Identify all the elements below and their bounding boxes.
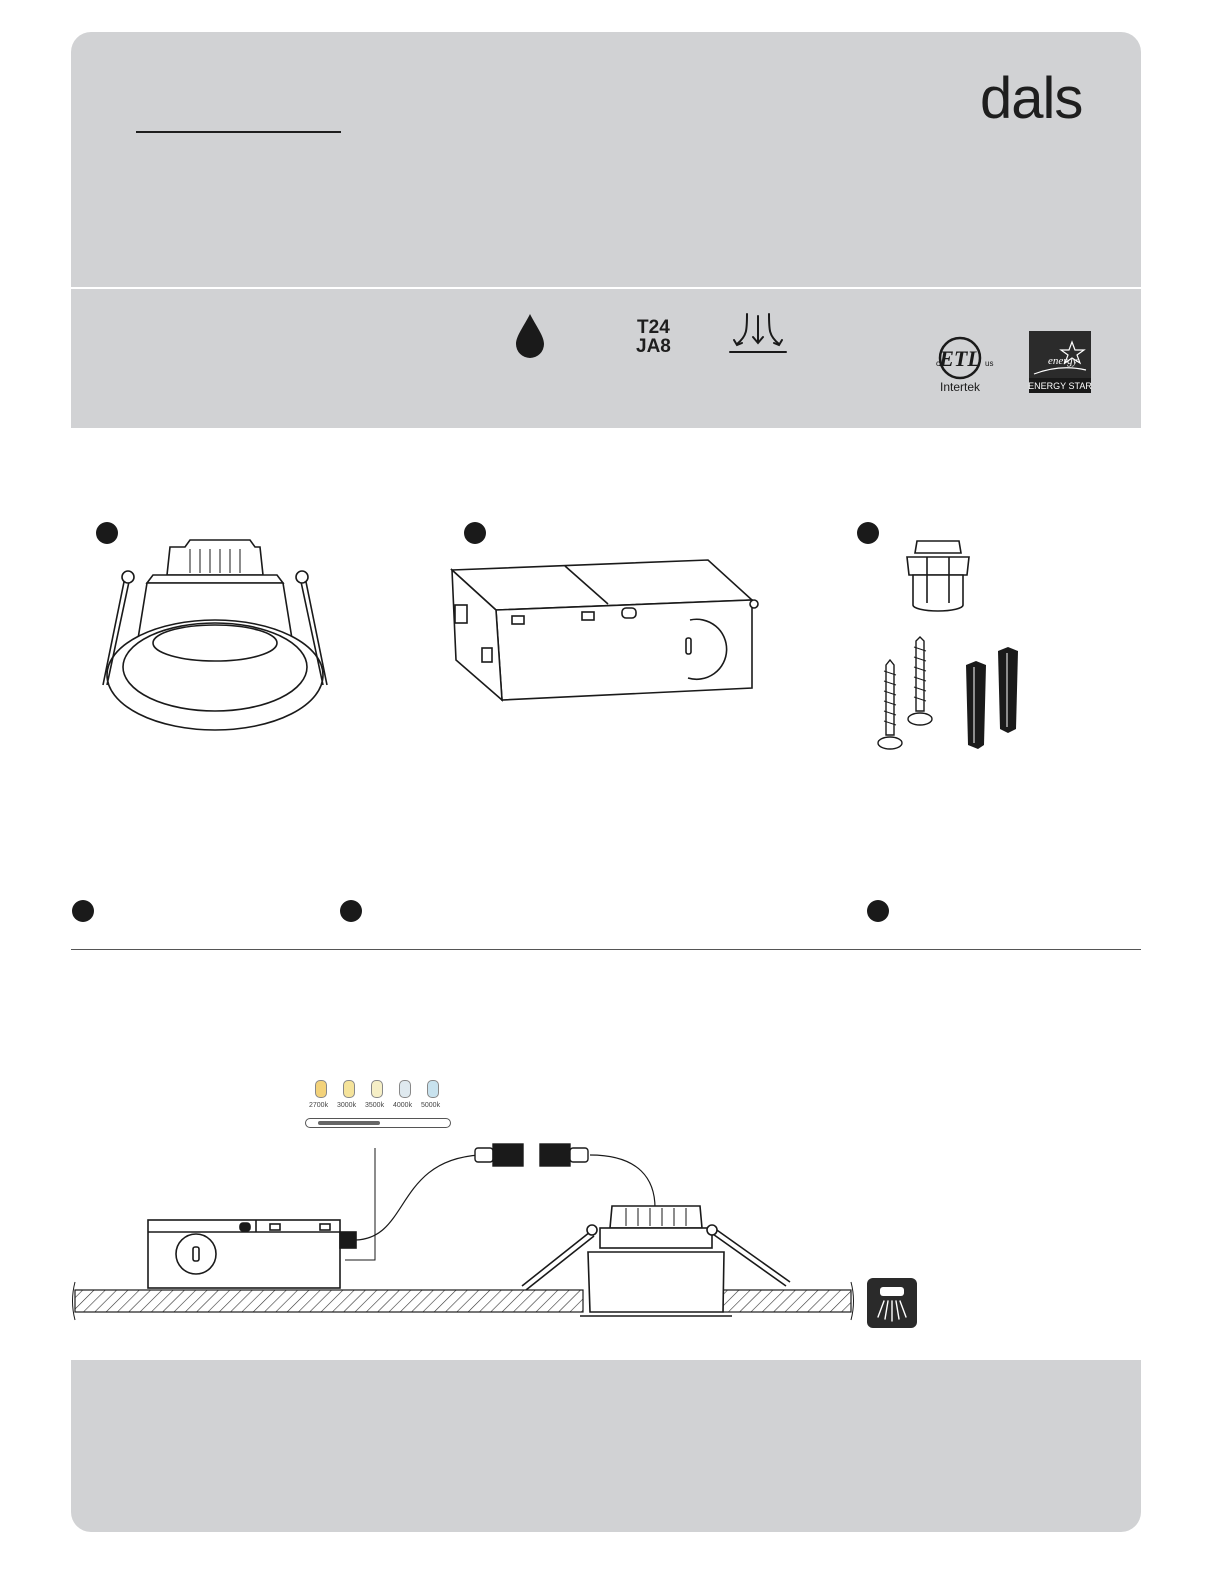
cct-label-4000k: 4000k <box>393 1102 413 1109</box>
title-underline <box>136 131 341 133</box>
header-divider <box>71 287 1141 289</box>
bushing-drawing <box>895 535 995 615</box>
screws-anchors-drawing <box>868 635 1038 760</box>
airtight-icon <box>725 310 791 358</box>
step-dot-1 <box>72 900 94 922</box>
t24-label: T24 <box>637 317 670 338</box>
shower-rated-icon <box>866 1277 920 1331</box>
energy-star-label: ENERGY STAR <box>1028 381 1092 391</box>
cct-label-3500k: 3500k <box>365 1102 385 1109</box>
etl-logo <box>930 328 1000 398</box>
downlight-module-drawing <box>95 535 335 745</box>
etl-maker-label: Intertek <box>939 380 981 394</box>
section-rule <box>71 949 1141 950</box>
etl-c-label: c <box>936 359 940 368</box>
footer-panel <box>71 1360 1141 1532</box>
component-dot-2 <box>464 522 486 544</box>
cct-label-2700k: 2700k <box>309 1102 329 1109</box>
step-dot-3 <box>867 900 889 922</box>
step-dot-2 <box>340 900 362 922</box>
cct-bulb-4000k <box>399 1080 411 1098</box>
brand-logo: dals <box>980 66 1083 131</box>
ja8-label: JA8 <box>636 336 671 357</box>
t24-ja8-badge <box>636 318 671 356</box>
svg-text:ETL: ETL <box>939 346 981 371</box>
etl-us-label: us <box>985 359 994 368</box>
cct-label-3000k: 3000k <box>337 1102 357 1109</box>
damp-location-icon <box>510 310 550 360</box>
energy-star-script: energy <box>1048 355 1078 367</box>
installation-diagram <box>60 1120 940 1340</box>
cct-bulb-2700k <box>315 1080 327 1098</box>
cct-bulb-5000k <box>427 1080 439 1098</box>
cct-bulb-3000k <box>343 1080 355 1098</box>
cct-label-5000k: 5000k <box>421 1102 441 1109</box>
energy-star-logo <box>1028 330 1092 394</box>
cct-bulb-3500k <box>371 1080 383 1098</box>
component-dot-3 <box>857 522 879 544</box>
junction-box-drawing <box>440 550 770 715</box>
